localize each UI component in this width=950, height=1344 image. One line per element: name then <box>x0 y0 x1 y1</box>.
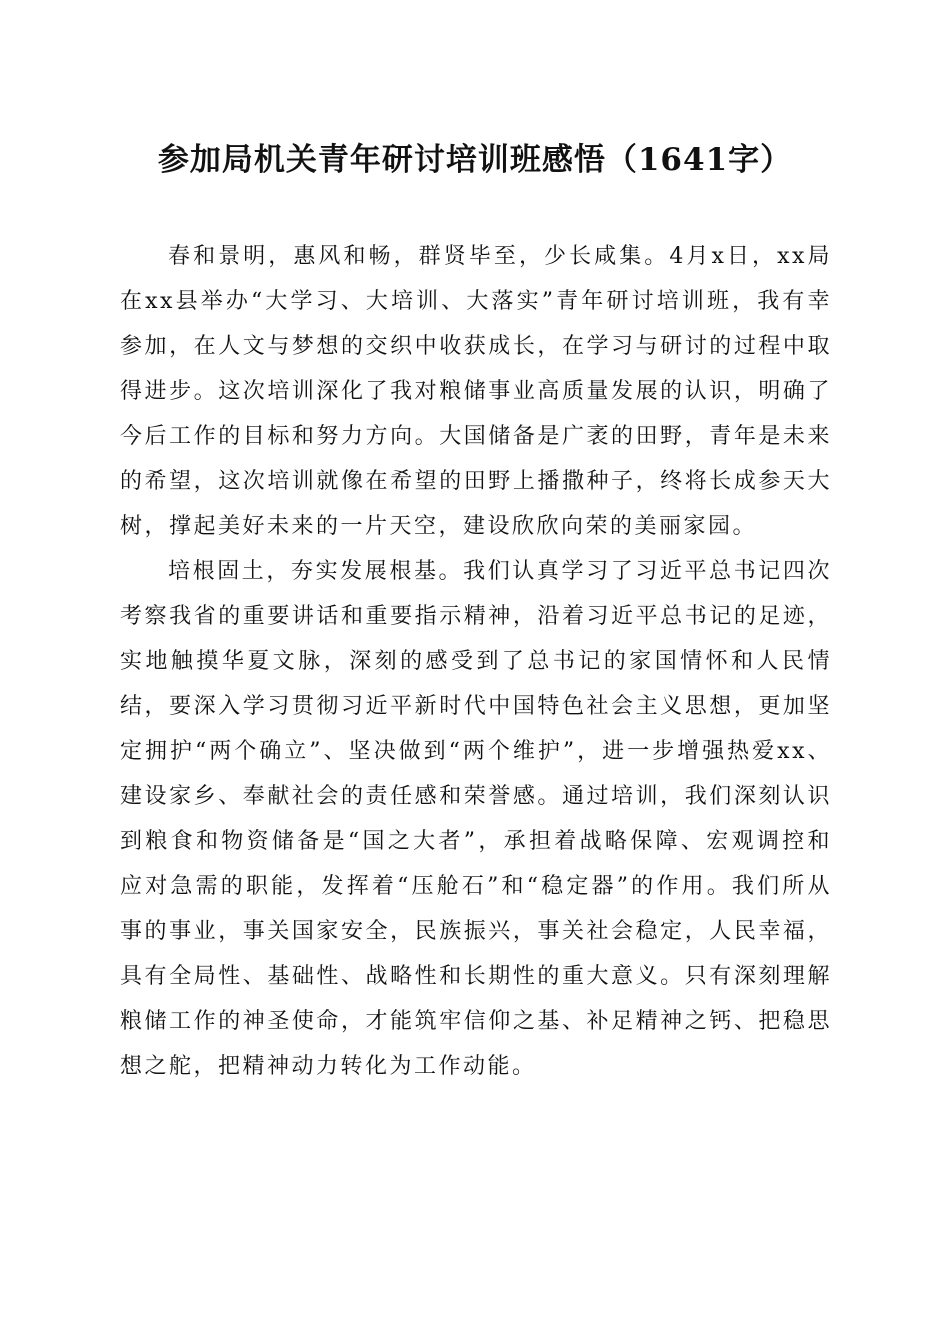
paragraph-1: 春和景明，惠风和畅，群贤毕至，少长咸集。4月x日，xx局在xx县举办“大学习、大培训、大落实”青年研讨培训班，我有幸参加，在人文与梦想的交织中收获成长，在学习与研讨的过程中取得进步。这次培训深化了我对粮储事业高质量发展的认识，明确了今后工作的目标和努力方向。大国储备是广袤的田野，青年是未来的希望，这次培训就像在希望的田野上播撒种子，终将长成参天大树，撑起美好未来的一片天空，建设欣欣向荣的美丽家园。 <box>120 244 832 539</box>
paragraph-2: 培根固土，夯实发展根基。我们认真学习了习近平总书记四次考察我省的重要讲话和重要指示精神，沿着习近平总书记的足迹，实地触摸华夏文脉，深刻的感受到了总书记的家国情怀和人民情结，要深入学习贯彻习近平新时代中国特色社会主义思想，更加坚定拥护“两个确立”、坚决做到“两个维护”，进一步增强热爱xx、建设家乡、奉献社会的责任感和荣誉感。通过培训，我们深刻认识到粮食和物资储备是“国之大者”，承担着战略保障、宏观调控和应对急需的职能，发挥着“压舱石”和“稳定器”的作用。我们所从事的事业，事关国家安全，民族振兴，事关社会稳定，人民幸福，具有全局性、基础性、战略性和长期性的重大意义。只有深刻理解粮储工作的神圣使命，才能筑牢信仰之基、补足精神之钙、把稳思想之舵，把精神动力转化为工作动能。 <box>120 559 832 1079</box>
document-title: 参加局机关青年研讨培训班感悟（1641字） <box>157 142 793 178</box>
document-body <box>120 234 832 1089</box>
